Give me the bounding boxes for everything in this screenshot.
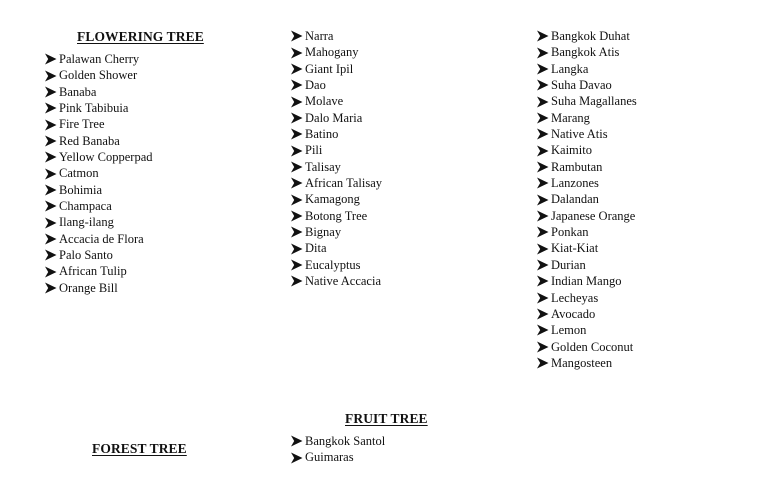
list-item-label: Pink Tabibuia	[59, 101, 129, 116]
list-item	[44, 182, 153, 198]
list-item-label: Palo Santo	[59, 248, 113, 263]
arrowhead-bullet-icon	[536, 145, 550, 157]
list-item	[290, 224, 382, 240]
list-item	[44, 116, 153, 132]
list-item	[536, 126, 637, 142]
list-item-label: Ponkan	[551, 225, 589, 240]
forest-tree-heading: FOREST TREE	[92, 441, 187, 456]
list-item	[536, 191, 637, 207]
list-item-label: Suha Magallanes	[551, 94, 637, 109]
arrowhead-bullet-icon	[290, 435, 304, 447]
list-item	[536, 240, 637, 256]
list-item	[44, 263, 153, 279]
list-item	[44, 247, 153, 263]
arrowhead-bullet-icon	[290, 194, 304, 206]
arrowhead-bullet-icon	[290, 145, 304, 157]
list-item	[44, 214, 153, 230]
arrowhead-bullet-icon	[290, 243, 304, 255]
list-item-label: Bangkok Atis	[551, 45, 620, 60]
fruit-tree-heading: FRUIT TREE	[345, 411, 428, 426]
list-item-label: Botong Tree	[305, 208, 368, 223]
list-item	[536, 77, 637, 93]
list-item	[536, 339, 637, 355]
list-item	[536, 142, 637, 158]
list-item-label: Yellow Copperpad	[59, 150, 153, 165]
list-item-label: Native Accacia	[305, 274, 381, 289]
list-item-label: Guimaras	[305, 450, 354, 465]
list-item-label: Palawan Cherry	[59, 52, 140, 66]
list-item	[536, 257, 637, 273]
arrowhead-bullet-icon	[290, 259, 304, 271]
arrowhead-bullet-icon	[44, 119, 58, 131]
list-item-label: Mahogany	[305, 45, 359, 60]
list-item-label: Orange Bill	[59, 280, 118, 295]
list-item-label: Langka	[551, 61, 589, 76]
arrowhead-bullet-icon	[536, 243, 550, 255]
list-item	[290, 28, 382, 44]
list-item-label: Bignay	[305, 225, 342, 240]
list-item	[44, 198, 153, 214]
arrowhead-bullet-icon	[536, 30, 550, 42]
arrowhead-bullet-icon	[290, 112, 304, 124]
list-item	[536, 290, 637, 306]
list-item-label: African Tulip	[59, 264, 127, 279]
list-item	[290, 142, 382, 158]
fruit-tree-list	[536, 28, 637, 371]
list-item-label: Talisay	[305, 159, 341, 174]
list-item-label: Banaba	[59, 84, 97, 99]
list-item	[44, 231, 153, 247]
arrowhead-bullet-icon	[536, 357, 550, 369]
arrowhead-bullet-icon	[290, 177, 304, 189]
arrowhead-bullet-icon	[44, 249, 58, 261]
list-item-label: Lanzones	[551, 176, 599, 191]
list-item	[536, 306, 637, 322]
list-item-label: Durian	[551, 257, 586, 272]
list-item	[290, 93, 382, 109]
list-item-label: Lecheyas	[551, 290, 599, 305]
list-item	[536, 110, 637, 126]
list-item	[290, 110, 382, 126]
arrowhead-bullet-icon	[536, 194, 550, 206]
list-item-label: Ilang-ilang	[59, 215, 114, 230]
list-item-label: Red Banaba	[59, 133, 120, 148]
arrowhead-bullet-icon	[44, 135, 58, 147]
list-item	[536, 208, 637, 224]
list-item	[44, 100, 153, 116]
list-item-label: Bohimia	[59, 182, 103, 197]
list-item	[536, 355, 637, 371]
list-item	[536, 175, 637, 191]
list-item-label: Kiat-Kiat	[551, 241, 599, 256]
arrowhead-bullet-icon	[290, 161, 304, 173]
arrowhead-bullet-icon	[290, 63, 304, 75]
list-item	[290, 273, 382, 289]
list-item-label: Golden Shower	[59, 68, 138, 83]
arrowhead-bullet-icon	[290, 226, 304, 238]
arrowhead-bullet-icon	[536, 79, 550, 91]
list-item	[290, 191, 382, 207]
arrowhead-bullet-icon	[290, 47, 304, 59]
list-item	[536, 44, 637, 60]
list-item-label: Fire Tree	[59, 117, 105, 132]
arrowhead-bullet-icon	[536, 177, 550, 189]
list-item	[44, 149, 153, 165]
list-item	[536, 93, 637, 109]
arrowhead-bullet-icon	[536, 324, 550, 336]
arrowhead-bullet-icon	[536, 47, 550, 59]
list-item-label: Suha Davao	[551, 78, 612, 93]
arrowhead-bullet-icon	[44, 151, 58, 163]
list-item-label: Kaimito	[551, 143, 592, 158]
list-item-label: Batino	[305, 127, 339, 142]
list-item	[290, 44, 382, 60]
list-item-label: Champaca	[59, 199, 112, 214]
arrowhead-bullet-icon	[290, 452, 304, 464]
arrowhead-bullet-icon	[536, 112, 550, 124]
list-item-label: Eucalyptus	[305, 257, 361, 272]
list-item	[44, 280, 153, 296]
arrowhead-bullet-icon	[290, 96, 304, 108]
list-item-label: Dao	[305, 78, 326, 93]
list-item	[44, 51, 153, 67]
list-item-label: Bangkok Santol	[305, 434, 386, 448]
list-item	[290, 208, 382, 224]
list-item-label: Kamagong	[305, 192, 360, 207]
list-item	[44, 84, 153, 100]
forest-tree-list	[290, 28, 382, 290]
list-item-label: Japanese Orange	[551, 208, 636, 223]
arrowhead-bullet-icon	[44, 86, 58, 98]
arrowhead-bullet-icon	[44, 233, 58, 245]
arrowhead-bullet-icon	[44, 200, 58, 212]
arrowhead-bullet-icon	[536, 63, 550, 75]
list-item-label: Giant Ipil	[305, 61, 354, 76]
arrowhead-bullet-icon	[290, 79, 304, 91]
arrowhead-bullet-icon	[290, 30, 304, 42]
arrowhead-bullet-icon	[290, 275, 304, 287]
list-item	[290, 175, 382, 191]
arrowhead-bullet-icon	[44, 102, 58, 114]
fruit-tree-list-continued	[290, 433, 385, 466]
arrowhead-bullet-icon	[536, 292, 550, 304]
arrowhead-bullet-icon	[536, 161, 550, 173]
list-item	[536, 273, 637, 289]
list-item	[44, 67, 153, 83]
arrowhead-bullet-icon	[290, 128, 304, 140]
list-item-label: Dalandan	[551, 192, 599, 207]
list-item-label: Marang	[551, 110, 590, 125]
arrowhead-bullet-icon	[44, 217, 58, 229]
arrowhead-bullet-icon	[536, 259, 550, 271]
flowering-tree-heading: FLOWERING TREE	[77, 29, 204, 44]
list-item	[290, 126, 382, 142]
arrowhead-bullet-icon	[44, 168, 58, 180]
list-item	[536, 28, 637, 44]
list-item	[290, 449, 385, 465]
list-item-label: Golden Coconut	[551, 339, 634, 354]
list-item-label: Dita	[305, 241, 327, 256]
arrowhead-bullet-icon	[44, 70, 58, 82]
list-item	[536, 322, 637, 338]
list-item-label: Dalo Maria	[305, 110, 363, 125]
list-item	[290, 257, 382, 273]
list-item	[290, 433, 385, 449]
list-item-label: Catmon	[59, 166, 99, 181]
list-item-label: Pili	[305, 143, 323, 158]
arrowhead-bullet-icon	[536, 96, 550, 108]
list-item	[536, 159, 637, 175]
arrowhead-bullet-icon	[44, 266, 58, 278]
arrowhead-bullet-icon	[44, 184, 58, 196]
list-item	[290, 159, 382, 175]
arrowhead-bullet-icon	[290, 210, 304, 222]
list-item-label: Native Atis	[551, 127, 608, 142]
list-item-label: Rambutan	[551, 159, 603, 174]
arrowhead-bullet-icon	[44, 53, 58, 65]
list-item-label: Avocado	[551, 306, 596, 321]
list-item	[536, 224, 637, 240]
list-item-label: Accacia de Flora	[59, 231, 144, 246]
list-item	[44, 165, 153, 181]
list-item	[290, 240, 382, 256]
arrowhead-bullet-icon	[536, 308, 550, 320]
list-item-label: African Talisay	[305, 176, 382, 191]
list-item-label: Mangosteen	[551, 355, 613, 370]
list-item-label: Bangkok Duhat	[551, 29, 630, 43]
arrowhead-bullet-icon	[536, 128, 550, 140]
list-item	[536, 61, 637, 77]
arrowhead-bullet-icon	[536, 210, 550, 222]
flowering-tree-list	[44, 51, 153, 296]
list-item	[44, 133, 153, 149]
list-item-label: Narra	[305, 29, 334, 43]
list-item-label: Indian Mango	[551, 274, 622, 289]
list-item-label: Lemon	[551, 323, 587, 338]
list-item-label: Molave	[305, 94, 344, 109]
arrowhead-bullet-icon	[536, 275, 550, 287]
list-item	[290, 77, 382, 93]
arrowhead-bullet-icon	[536, 341, 550, 353]
arrowhead-bullet-icon	[536, 226, 550, 238]
arrowhead-bullet-icon	[44, 282, 58, 294]
list-item	[290, 61, 382, 77]
